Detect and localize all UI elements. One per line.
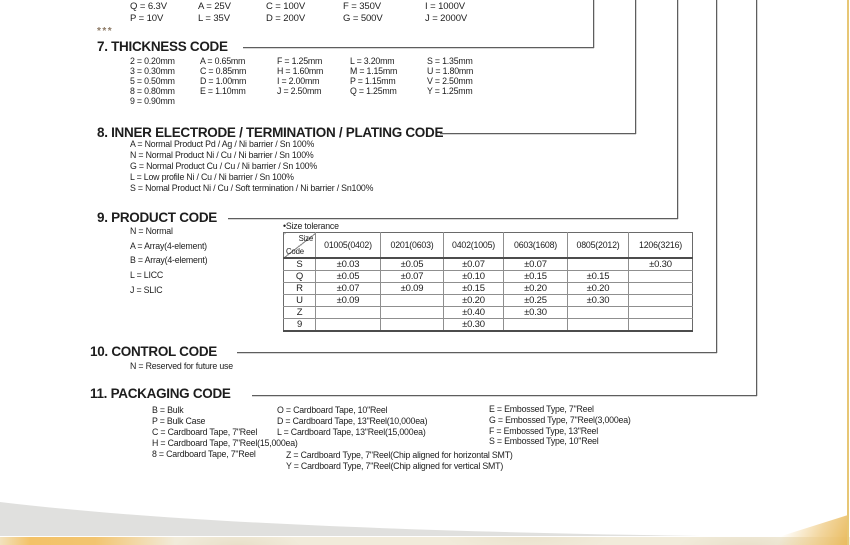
tolerance-cell: ±0.25 [504, 294, 568, 306]
packaging-entry: Z = Cardboard Type, 7"Reel(Chip aligned for horizontal SMT) [286, 450, 513, 460]
thickness-entry: J = 2.50mm [277, 86, 322, 96]
tolerance-cell: ±0.30 [629, 258, 693, 271]
packaging-entry: H = Cardboard Tape, 7"Reel(15,000ea) [152, 438, 298, 448]
size-column-header: 0402(1005) [444, 233, 504, 258]
tolerance-cell [381, 294, 444, 306]
tolerance-cell: ±0.03 [316, 258, 381, 271]
tolerance-cell: ±0.15 [504, 270, 568, 282]
leader-line-thickness [243, 47, 594, 48]
thickness-entry: Y = 1.25mm [427, 86, 473, 96]
thickness-entry: Q = 1.25mm [350, 86, 397, 96]
size-column-header: 1206(3216) [629, 233, 693, 258]
corner-label-code: Code [286, 246, 304, 256]
packaging-entry: O = Cardboard Tape, 10"Reel [277, 405, 388, 415]
tolerance-cell: ±0.10 [444, 270, 504, 282]
tolerance-cell: ±0.20 [504, 282, 568, 294]
voltage-entry: P = 10V [130, 13, 164, 24]
section-heading-packaging: 11. PACKAGING CODE [90, 386, 231, 401]
tolerance-cell: ±0.07 [316, 282, 381, 294]
thickness-row [0, 76, 560, 86]
thickness-entry: P = 1.15mm [350, 76, 396, 86]
product-list [130, 224, 207, 298]
size-column-header: 0201(0603) [381, 233, 444, 258]
tolerance-cell [629, 282, 693, 294]
table-row [284, 306, 693, 318]
section-heading-control: 10. CONTROL CODE [90, 344, 217, 359]
thickness-entry: A = 0.65mm [200, 56, 246, 66]
thickness-entry: L = 3.20mm [350, 56, 395, 66]
tolerance-cell: ±0.20 [568, 282, 629, 294]
thickness-entry: V = 2.50mm [427, 76, 473, 86]
tolerance-cell: ±0.30 [444, 318, 504, 331]
packaging-column-1 [152, 405, 298, 460]
section-heading-thickness: 7. THICKNESS CODE [97, 39, 228, 54]
tolerance-cell: ±0.07 [504, 258, 568, 271]
size-code-corner-cell [284, 233, 316, 258]
tolerance-cell: ±0.15 [568, 270, 629, 282]
voltage-entry: L = 35V [198, 13, 230, 24]
packaging-entry: S = Embossed Type, 10"Reel [489, 436, 599, 447]
leader-line-plating [635, 0, 636, 134]
tolerance-cell: ±0.30 [568, 294, 629, 306]
tolerance-cell [629, 306, 693, 318]
packaging-entry: L = Cardboard Tape, 13"Reel(15,000ea) [277, 427, 426, 437]
tolerance-cell [316, 318, 381, 331]
voltage-code-row [0, 1, 620, 13]
tolerance-cell: ±0.15 [444, 282, 504, 294]
tolerance-cell: ±0.20 [444, 294, 504, 306]
footer-accent-left [0, 537, 180, 545]
product-entry: J = SLIC [130, 284, 163, 295]
corner-label-size: Size [298, 234, 313, 243]
tolerance-code: S [284, 258, 316, 271]
thickness-entry: 5 = 0.50mm [130, 76, 175, 86]
leader-line-product [228, 218, 678, 219]
plating-entry: S = Nomal Product Ni / Cu / Soft termination / Ni barrier / Sn100% [130, 183, 374, 193]
footer-swoosh-graphic [0, 493, 850, 537]
size-tolerance-label: •Size tolerance [283, 221, 339, 231]
leader-line-control [237, 352, 717, 353]
voltage-entry: Q = 6.3V [130, 1, 167, 12]
tolerance-cell [504, 318, 568, 331]
thickness-row [0, 96, 560, 106]
tolerance-cell [568, 306, 629, 318]
leader-line-control [716, 0, 717, 353]
thickness-entry: I = 2.00mm [277, 76, 320, 86]
tolerance-cell [568, 258, 629, 271]
thickness-entry: H = 1.60mm [277, 66, 324, 76]
tolerance-cell [629, 294, 693, 306]
voltage-entry: D = 200V [266, 13, 306, 24]
packaging-entry: P = Bulk Case [152, 416, 206, 426]
product-entry: A = Array(4-element) [130, 240, 207, 251]
section-heading-product: 9. PRODUCT CODE [97, 210, 218, 225]
product-entry: N = Normal [130, 226, 173, 236]
tolerance-cell [381, 318, 444, 331]
packaging-entry: G = Embossed Type, 7"Reel(3,000ea) [489, 414, 631, 425]
thickness-row [0, 86, 560, 96]
voltage-entry: C = 100V [266, 1, 306, 12]
thickness-entry: S = 1.35mm [427, 56, 473, 66]
thickness-entry: F = 1.25mm [277, 56, 323, 66]
size-tolerance-table [283, 232, 693, 332]
tolerance-code: Z [284, 306, 316, 318]
packaging-column-3 [489, 404, 631, 447]
packaging-entry: E = Embossed Type, 7"Reel [489, 404, 594, 414]
tolerance-code: U [284, 294, 316, 306]
leader-line-plating [440, 133, 636, 134]
packaging-column-2 [277, 405, 427, 438]
table-header-row [284, 233, 693, 258]
packaging-column-2b [286, 450, 513, 472]
packaging-entry: F = Embossed Type, 13"Reel [489, 425, 599, 436]
product-entry: B = Array(4-element) [130, 255, 208, 266]
voltage-entry: A = 25V [198, 1, 231, 12]
packaging-entry: C = Cardboard Tape, 7"Reel [152, 427, 258, 437]
thickness-entry: D = 1.00mm [200, 76, 247, 86]
tolerance-cell: ±0.30 [504, 306, 568, 318]
thickness-entry: C = 0.85mm [200, 66, 247, 76]
leader-line-packaging [252, 395, 757, 396]
plating-entry: G = Normal Product Cu / Cu / Ni barrier / Sn 100% [130, 161, 317, 171]
thickness-entry: 2 = 0.20mm [130, 56, 175, 66]
control-entry: N = Reserved for future use [130, 361, 233, 371]
size-column-header: 01005(0402) [316, 233, 381, 258]
tolerance-cell: ±0.05 [316, 270, 381, 282]
product-entry: L = LICC [130, 270, 164, 281]
tolerance-cell [316, 306, 381, 318]
table-row [284, 258, 693, 271]
tolerance-code: 9 [284, 318, 316, 331]
leader-line-product [677, 0, 678, 219]
tolerance-cell: ±0.07 [444, 258, 504, 271]
tolerance-cell [629, 270, 693, 282]
plating-entry: A = Normal Product Pd / Ag / Ni barrier / Sn 100% [130, 139, 315, 149]
thickness-entry: M = 1.15mm [350, 66, 398, 76]
voltage-entry: F = 350V [343, 1, 382, 12]
tolerance-cell: ±0.09 [381, 282, 444, 294]
tolerance-cell [568, 318, 629, 331]
thickness-entry: U = 1.80mm [427, 66, 474, 76]
tolerance-cell: ±0.05 [381, 258, 444, 271]
page-accent-border [847, 0, 849, 545]
leader-line-packaging [756, 0, 757, 396]
section-heading-plating: 8. INNER ELECTRODE / TERMINATION / PLATING CODE [97, 125, 444, 140]
packaging-entry: 8 = Cardboard Tape, 7"Reel [152, 449, 256, 459]
tolerance-cell [629, 318, 693, 331]
plating-list [130, 139, 373, 194]
tolerance-cell: ±0.09 [316, 294, 381, 306]
thickness-entry: 8 = 0.80mm [130, 86, 175, 96]
tolerance-code: Q [284, 270, 316, 282]
packaging-entry: B = Bulk [152, 405, 184, 415]
plating-entry: N = Normal Product Ni / Cu / Ni barrier / Sn 100% [130, 150, 314, 160]
packaging-entry: D = Cardboard Tape, 13"Reel(10,000ea) [277, 416, 428, 426]
thickness-row [0, 56, 560, 66]
footnote-marker: *** [97, 26, 114, 37]
tolerance-cell: ±0.40 [444, 306, 504, 318]
tolerance-code: R [284, 282, 316, 294]
table-row [284, 294, 693, 306]
thickness-entry: 3 = 0.30mm [130, 66, 175, 76]
table-row [284, 270, 693, 282]
table-row [284, 282, 693, 294]
tolerance-cell [381, 306, 444, 318]
voltage-entry: I = 1000V [425, 1, 466, 12]
thickness-entry: 9 = 0.90mm [130, 96, 175, 106]
size-column-header: 0603(1608) [504, 233, 568, 258]
packaging-entry: Y = Cardboard Type, 7"Reel(Chip aligned for vertical SMT) [286, 461, 504, 471]
plating-entry: L = Low profile Ni / Cu / Ni barrier / Sn 100% [130, 172, 294, 182]
voltage-entry: J = 2000V [425, 13, 468, 24]
thickness-entry: E = 1.10mm [200, 86, 246, 96]
thickness-row [0, 66, 560, 76]
tolerance-cell: ±0.07 [381, 270, 444, 282]
voltage-code-row [0, 13, 620, 25]
voltage-entry: G = 500V [343, 13, 383, 24]
leader-line-thickness [593, 0, 594, 48]
size-column-header: 0805(2012) [568, 233, 629, 258]
table-row [284, 318, 693, 331]
